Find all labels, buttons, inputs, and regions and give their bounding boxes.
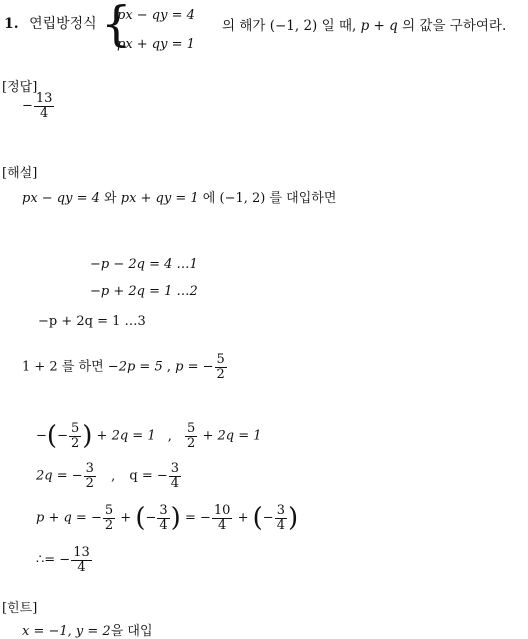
problem-intro: 연립방정식 bbox=[29, 16, 97, 32]
step6-fraction bbox=[84, 462, 96, 490]
step7-close-paren2: ) bbox=[287, 503, 299, 534]
step5-open-paren: ( bbox=[46, 421, 58, 452]
solution-line1-e: 에 bbox=[202, 191, 216, 206]
solution-line1-wa: 와 bbox=[104, 191, 117, 206]
problem-point: (−1, 2) bbox=[269, 18, 318, 34]
step7-eq: = − bbox=[184, 510, 211, 526]
solution-step8 bbox=[36, 546, 93, 574]
step7-frac2 bbox=[157, 504, 169, 532]
solution-step7 bbox=[36, 504, 298, 532]
step6-a: 2q = − bbox=[36, 468, 83, 484]
solution-line1-eq2: px + qy = 1 bbox=[120, 191, 199, 206]
step5-fraction bbox=[69, 422, 81, 450]
problem-number: 1. bbox=[4, 16, 19, 32]
step6-denominator2: 4 bbox=[170, 475, 180, 491]
answer-fraction bbox=[34, 92, 55, 120]
step4-denominator: 2 bbox=[216, 366, 225, 382]
solution-line1-rest: 를 대입하면 bbox=[269, 191, 337, 206]
step5-denominator2: 2 bbox=[187, 435, 196, 451]
step5-b: − bbox=[57, 428, 68, 444]
step5-fraction2 bbox=[185, 422, 197, 450]
step8-denominator: 4 bbox=[77, 559, 86, 575]
solution-step2: −p + 2q = 1 …2 bbox=[90, 284, 198, 299]
step5-numerator: 5 bbox=[70, 421, 80, 436]
solution-step3: −p + 2q = 1 …3 bbox=[38, 314, 146, 329]
solution-step4 bbox=[22, 353, 228, 381]
step4-e: p = − bbox=[175, 359, 214, 375]
step7-minus2: − bbox=[262, 510, 274, 526]
step7-d3: 4 bbox=[218, 517, 227, 533]
step6-sep: , bbox=[111, 468, 116, 484]
answer-label: [정답] bbox=[2, 80, 38, 95]
problem-expr: p + q bbox=[360, 18, 398, 34]
step4-c: −2p = 5 bbox=[107, 359, 163, 375]
step5-close-paren: ) bbox=[82, 421, 93, 452]
solution-step1: −p − 2q = 4 …1 bbox=[90, 257, 198, 272]
answer-sign: − bbox=[22, 98, 33, 114]
step5-d: + 2q = 1 bbox=[202, 428, 262, 444]
problem-text-mid: 의 해가 bbox=[222, 18, 266, 34]
step6-numerator: 3 bbox=[85, 461, 94, 476]
step4-a: 1 + 2 bbox=[22, 359, 58, 375]
step5-denominator: 2 bbox=[70, 435, 80, 451]
step7-n1: 5 bbox=[104, 503, 114, 518]
step7-d2: 4 bbox=[159, 517, 168, 533]
step6-fraction2 bbox=[169, 462, 181, 490]
problem-statement bbox=[4, 13, 97, 33]
step7-frac1 bbox=[103, 504, 115, 532]
solution-step5 bbox=[36, 422, 261, 450]
step4-fraction bbox=[215, 353, 227, 381]
step7-n3: 10 bbox=[213, 503, 231, 518]
answer-value bbox=[22, 92, 55, 120]
answer-numerator: 13 bbox=[35, 91, 53, 106]
step7-frac4 bbox=[275, 504, 287, 532]
system-eq1: px − qy = 4 bbox=[117, 8, 195, 23]
hint-text bbox=[22, 620, 153, 639]
step5-c: + 2q = 1 bbox=[96, 428, 156, 444]
solution-label: [해설] bbox=[2, 166, 38, 181]
step7-n4: 3 bbox=[276, 503, 285, 518]
step4-b: 를 하면 bbox=[61, 359, 104, 375]
step8-numerator: 13 bbox=[73, 545, 90, 560]
step7-plus2: + bbox=[237, 510, 249, 526]
step7-close-paren: ) bbox=[170, 503, 181, 534]
step4-numerator: 5 bbox=[216, 352, 225, 367]
problem-text-end: 의 값을 구하여라. bbox=[402, 18, 507, 34]
system-eq2: px + qy = 1 bbox=[117, 37, 195, 52]
solution-step6 bbox=[36, 462, 182, 490]
step7-d1: 2 bbox=[104, 517, 114, 533]
step7-plus: + bbox=[120, 510, 132, 526]
system-brace: { bbox=[101, 0, 132, 52]
step4-d: , bbox=[166, 359, 171, 375]
step7-frac3 bbox=[212, 504, 233, 532]
step6-denominator: 2 bbox=[85, 475, 94, 491]
step8-a: ∴= − bbox=[36, 552, 71, 568]
solution-line1-point: (−1, 2) bbox=[219, 191, 266, 206]
step5-sep: , bbox=[167, 428, 172, 444]
solution-line1 bbox=[22, 187, 336, 206]
step7-n2: 3 bbox=[159, 503, 168, 518]
problem-text-mid2: 일 때, bbox=[321, 18, 357, 34]
step6-numerator2: 3 bbox=[170, 461, 180, 476]
hint-math: x = −1, y = 2 bbox=[22, 624, 111, 639]
hint-rest: 을 대입 bbox=[110, 624, 153, 639]
hint-label: [힌트] bbox=[2, 601, 38, 616]
step7-d4: 4 bbox=[276, 517, 285, 533]
step7-open-paren: ( bbox=[135, 503, 146, 534]
solution-line1-eq1: px − qy = 4 bbox=[22, 191, 100, 206]
answer-denominator: 4 bbox=[40, 105, 49, 121]
step6-b: q = − bbox=[129, 468, 168, 484]
problem-rest bbox=[222, 14, 506, 34]
step7-open-paren2: ( bbox=[252, 503, 263, 534]
step8-fraction bbox=[71, 546, 92, 574]
step7-a: p + q = − bbox=[36, 510, 102, 526]
step5-a: − bbox=[36, 428, 47, 444]
step5-numerator2: 5 bbox=[187, 421, 196, 436]
step7-minus: − bbox=[145, 510, 157, 526]
